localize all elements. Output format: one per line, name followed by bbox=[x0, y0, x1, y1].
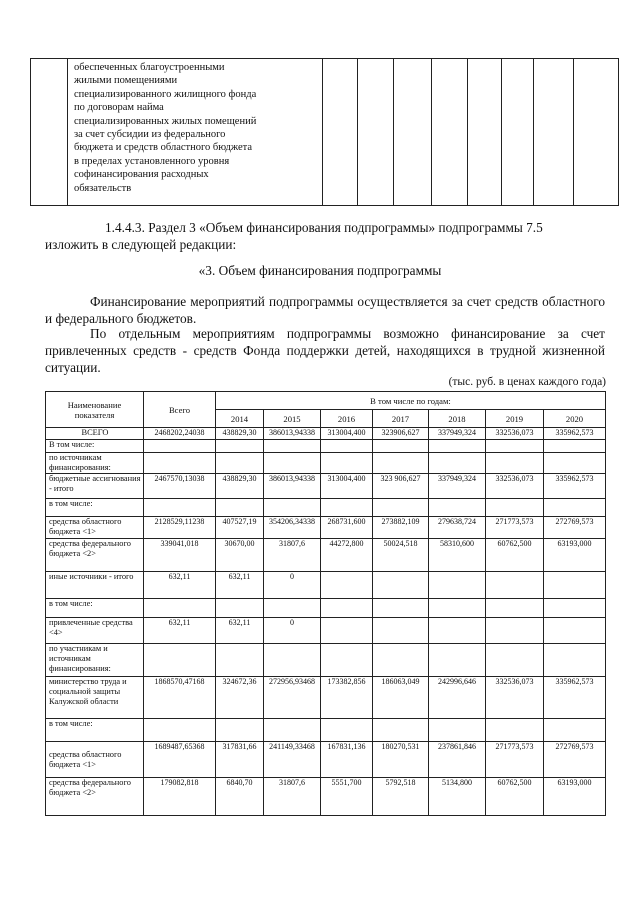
cell-value: 271773,573 bbox=[486, 742, 544, 778]
row-label: в том числе: bbox=[46, 599, 144, 618]
top-empty-cell bbox=[502, 59, 534, 206]
attracted-funds-paragraph: По отдельным мероприятиям подпрограммы возможно финансирование за счет привлеченных средств - средств Фонда поддержки детей, находящихся в трудной жизненной ситуации. bbox=[45, 326, 605, 375]
table-row bbox=[46, 474, 606, 499]
cell-value bbox=[486, 572, 544, 599]
row-label: средства федерального бюджета <2> bbox=[46, 539, 144, 572]
cell-value: 438829,30 bbox=[216, 474, 264, 499]
table-row bbox=[46, 440, 606, 453]
cell-value: 438829,30 bbox=[216, 428, 264, 440]
top-line: обязательств bbox=[74, 182, 132, 194]
cell-value: 6840,70 bbox=[216, 778, 264, 816]
top-table-fragment bbox=[30, 58, 619, 206]
cell-value: 237861,846 bbox=[429, 742, 486, 778]
cell-value: 323 906,627 bbox=[373, 474, 429, 499]
top-empty-cell bbox=[574, 59, 619, 206]
header-year: 2016 bbox=[321, 410, 373, 428]
cell-value: 30670,00 bbox=[216, 539, 264, 572]
cell-value: 335962,573 bbox=[544, 474, 606, 499]
cell-value bbox=[429, 618, 486, 644]
cell-value: 180270,531 bbox=[373, 742, 429, 778]
cell-value: 323906,627 bbox=[373, 428, 429, 440]
cell-value: 317831,66 bbox=[216, 742, 264, 778]
cell-value: 335962,573 bbox=[544, 428, 606, 440]
cell-value: 272769,573 bbox=[544, 742, 606, 778]
header-year: 2018 bbox=[429, 410, 486, 428]
cell-value bbox=[321, 572, 373, 599]
financing-paragraph: Финансирование мероприятий подпрограммы осуществляется за счет средств областного и федерального бюджетов. bbox=[45, 294, 605, 326]
cell-value: 339041,018 bbox=[144, 539, 216, 572]
units-note: (тыс. руб. в ценах каждого года) bbox=[448, 376, 606, 388]
cell-value: 354206,34338 bbox=[264, 517, 321, 539]
header-year: 2017 bbox=[373, 410, 429, 428]
row-label: по источникам финансирования: bbox=[46, 453, 144, 474]
row-label: министерство труда и социальной защиты Калужской области bbox=[46, 677, 144, 719]
header-year: 2015 bbox=[264, 410, 321, 428]
top-line: за счет субсидии из федерального bbox=[74, 129, 226, 141]
cell-value: 332536,073 bbox=[486, 677, 544, 719]
cell-value bbox=[544, 618, 606, 644]
top-empty-cell bbox=[468, 59, 502, 206]
cell-value: 386013,94338 bbox=[264, 474, 321, 499]
cell-value: 1689487,65368 bbox=[144, 742, 216, 778]
cell-value: 179082,818 bbox=[144, 778, 216, 816]
top-line: бюджета и средств областного бюджета bbox=[74, 142, 253, 154]
top-text-cell bbox=[68, 59, 323, 206]
row-label: средства федерального бюджета <2> bbox=[46, 778, 144, 816]
cell-value bbox=[544, 572, 606, 599]
row-label: привлеченные средства <4> bbox=[46, 618, 144, 644]
cell-value: 337949,324 bbox=[429, 474, 486, 499]
row-label: средства областного бюджета <1> bbox=[46, 742, 144, 778]
cell-value: 324672,36 bbox=[216, 677, 264, 719]
cell-value: 242996,646 bbox=[429, 677, 486, 719]
row-label: в том числе: bbox=[46, 499, 144, 517]
cell-value: 5134,800 bbox=[429, 778, 486, 816]
table-row bbox=[46, 778, 606, 816]
table-row bbox=[46, 453, 606, 474]
top-empty-cell bbox=[358, 59, 394, 206]
cell-value: 386013,94338 bbox=[264, 428, 321, 440]
table-row bbox=[46, 719, 606, 742]
cell-value: 332536,073 bbox=[486, 428, 544, 440]
row-label: бюджетные ассигнования - итого bbox=[46, 474, 144, 499]
cell-value: 335962,573 bbox=[544, 677, 606, 719]
header-year: 2019 bbox=[486, 410, 544, 428]
cell-value: 268731,600 bbox=[321, 517, 373, 539]
cell-value: 63193,000 bbox=[544, 778, 606, 816]
cell-value: 272956,93468 bbox=[264, 677, 321, 719]
row-label: иные источники - итого bbox=[46, 572, 144, 599]
cell-value: 58310,600 bbox=[429, 539, 486, 572]
cell-value bbox=[373, 618, 429, 644]
cell-value: 2128529,11238 bbox=[144, 517, 216, 539]
top-empty-cell bbox=[323, 59, 358, 206]
top-empty-cell bbox=[534, 59, 574, 206]
cell-value: 632,11 bbox=[144, 572, 216, 599]
table-row bbox=[46, 572, 606, 599]
table-row bbox=[46, 499, 606, 517]
row-label: ВСЕГО bbox=[46, 428, 144, 440]
top-empty-cell bbox=[432, 59, 468, 206]
table-row bbox=[46, 428, 606, 440]
cell-value bbox=[429, 572, 486, 599]
cell-value: 337949,324 bbox=[429, 428, 486, 440]
cell-value: 271773,573 bbox=[486, 517, 544, 539]
row-label: В том числе: bbox=[46, 440, 144, 453]
header-by-years: В том числе по годам: bbox=[216, 392, 606, 410]
top-line: специализированного жилищного фонда bbox=[74, 88, 257, 100]
cell-value: 31807,6 bbox=[264, 778, 321, 816]
top-line: специализированных жилых помещений bbox=[74, 115, 257, 127]
table-row bbox=[46, 539, 606, 572]
section-heading: «3. Объем финансирования подпрограммы bbox=[198, 263, 442, 278]
row-label: средства областного бюджета <1> bbox=[46, 517, 144, 539]
top-line: софинансирования расходных bbox=[74, 169, 209, 181]
cell-value: 313004,400 bbox=[321, 474, 373, 499]
table-row bbox=[46, 742, 606, 778]
cell-value: 2468202,24038 bbox=[144, 428, 216, 440]
cell-value: 313004,400 bbox=[321, 428, 373, 440]
table-row bbox=[46, 644, 606, 677]
cell-value: 632,11 bbox=[216, 572, 264, 599]
table-row bbox=[46, 618, 606, 644]
cell-value: 241149,33468 bbox=[264, 742, 321, 778]
top-line: обеспеченных благоустроенными bbox=[74, 62, 225, 73]
cell-value: 186063,049 bbox=[373, 677, 429, 719]
cell-value bbox=[373, 572, 429, 599]
row-label: в том числе: bbox=[46, 719, 144, 742]
cell-value: 5551,700 bbox=[321, 778, 373, 816]
top-line: по договорам найма bbox=[74, 102, 164, 114]
cell-value: 632,11 bbox=[144, 618, 216, 644]
table-row bbox=[46, 517, 606, 539]
header-year: 2020 bbox=[544, 410, 606, 428]
cell-value: 60762,500 bbox=[486, 539, 544, 572]
financing-table bbox=[45, 391, 606, 816]
amendment-paragraph bbox=[45, 219, 605, 253]
amendment-line-1: 1.4.4.3. Раздел 3 «Объем финансирования подпрограммы» подпрограммы 7.5 bbox=[105, 220, 543, 235]
table-row bbox=[46, 677, 606, 719]
cell-value: 272769,573 bbox=[544, 517, 606, 539]
top-line: жилыми помещениями bbox=[74, 75, 178, 87]
cell-value: 632,11 bbox=[216, 618, 264, 644]
row-label: по участникам и источникам финансирования: bbox=[46, 644, 144, 677]
cell-value: 60762,500 bbox=[486, 778, 544, 816]
top-empty-cell bbox=[31, 59, 68, 206]
header-total: Всего bbox=[144, 392, 216, 428]
top-line: в пределах установленного уровня bbox=[74, 155, 230, 167]
top-empty-cell bbox=[394, 59, 432, 206]
cell-value bbox=[321, 618, 373, 644]
cell-value: 0 bbox=[264, 572, 321, 599]
cell-value: 5792,518 bbox=[373, 778, 429, 816]
amendment-line-2: изложить в следующей редакции: bbox=[45, 237, 237, 252]
cell-value: 279638,724 bbox=[429, 517, 486, 539]
cell-value bbox=[486, 618, 544, 644]
cell-value: 50024,518 bbox=[373, 539, 429, 572]
cell-value: 0 bbox=[264, 618, 321, 644]
cell-value: 2467570,13038 bbox=[144, 474, 216, 499]
cell-value: 173382,856 bbox=[321, 677, 373, 719]
cell-value: 31807,6 bbox=[264, 539, 321, 572]
cell-value: 167831,136 bbox=[321, 742, 373, 778]
cell-value: 1868570,47168 bbox=[144, 677, 216, 719]
cell-value: 44272,800 bbox=[321, 539, 373, 572]
cell-value: 273882,109 bbox=[373, 517, 429, 539]
table-row bbox=[46, 599, 606, 618]
cell-value: 407527,19 bbox=[216, 517, 264, 539]
header-year: 2014 bbox=[216, 410, 264, 428]
cell-value: 332536,073 bbox=[486, 474, 544, 499]
header-name: Наименование показателя bbox=[46, 392, 144, 428]
cell-value: 63193,000 bbox=[544, 539, 606, 572]
